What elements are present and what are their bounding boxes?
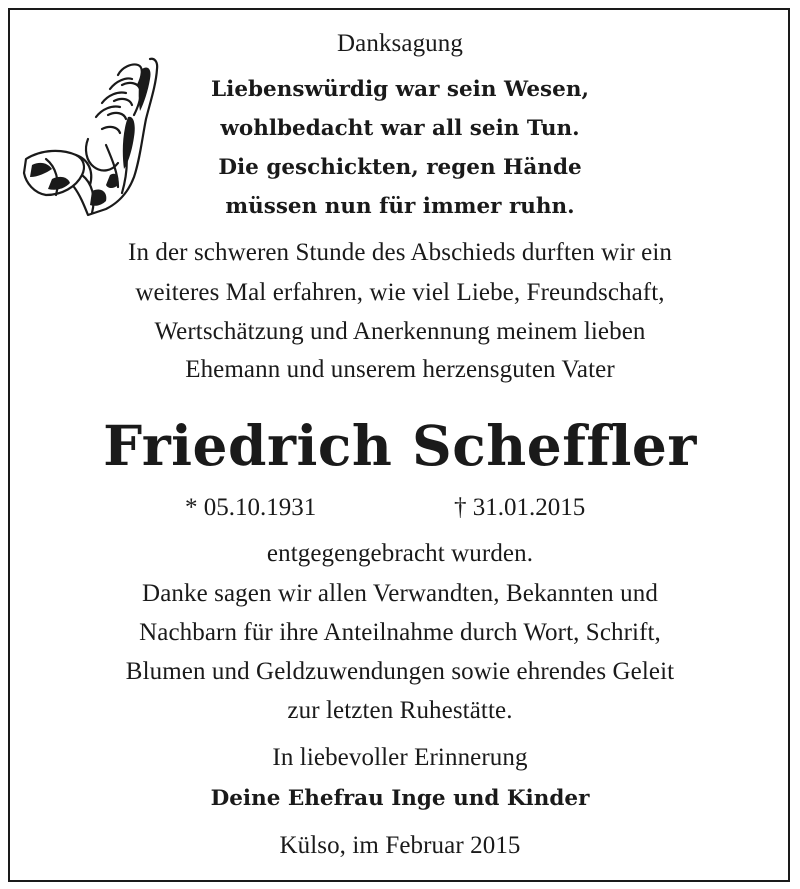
thanks-line: entgegengebracht wurden. <box>266 540 534 567</box>
notice-title: Danksagung <box>337 30 463 57</box>
death-date: † 31.01.2015 <box>454 494 586 521</box>
poem-line: wohlbedacht war all sein Tun. <box>220 116 580 141</box>
thanks-line: Danke sagen wir allen Verwandten, Bekannten und <box>142 580 658 607</box>
intro-line: Ehemann und unserem herzensguten Vater <box>185 356 615 383</box>
intro-line: In der schweren Stunde des Abschieds durften wir ein <box>128 239 672 266</box>
signature: Deine Ehefrau Inge und Kinder <box>210 786 590 811</box>
deceased-name: Friedrich Scheffler <box>103 413 697 478</box>
thanks-line: Blumen und Geldzuwendungen sowie ehrendes Geleit <box>125 658 675 685</box>
poem-line: müssen nun für immer ruhn. <box>225 194 575 219</box>
poem-line: Die geschickten, regen Hände <box>218 155 582 180</box>
place-date: Külso, im Februar 2015 <box>279 832 521 859</box>
thanks-line: Nachbarn für ihre Anteilnahme durch Wort, Schrift, <box>139 619 661 646</box>
intro-line: weiteres Mal erfahren, wie viel Liebe, Freundschaft, <box>135 279 665 306</box>
memory-line: In liebevoller Erinnerung <box>272 744 528 771</box>
intro-line: Wertschätzung und Anerkennung meinem lieben <box>154 318 646 345</box>
thanks-line: zur letzten Ruhestätte. <box>287 697 513 724</box>
poem-line: Liebenswürdig war sein Wesen, <box>211 77 589 102</box>
birth-date: * 05.10.1931 <box>185 494 317 521</box>
